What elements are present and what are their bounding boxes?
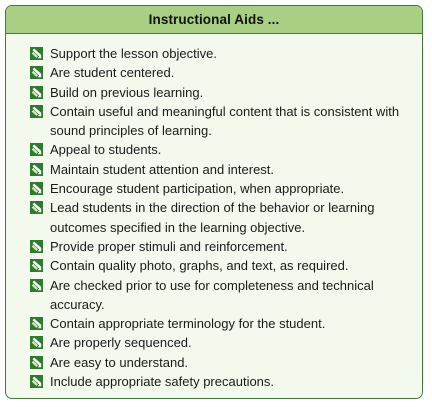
list-item-text: Lead students in the direction of the behavior or learning outcomes specified in the learning objective. (50, 200, 375, 235)
green-arrow-bullet-icon (30, 240, 43, 253)
list-item-text: Are checked prior to use for completeness and technical accuracy. (50, 277, 374, 312)
list-item-text: Encourage student participation, when appropriate. (50, 181, 345, 197)
green-arrow-bullet-icon (30, 279, 43, 292)
list-item-text: Contain appropriate terminology for the student. (50, 316, 326, 332)
green-arrow-bullet-icon (30, 163, 43, 176)
list-item (30, 44, 412, 63)
list-item-text: Are easy to understand. (50, 354, 189, 370)
list-item-text: Are properly sequenced. (50, 335, 192, 351)
green-arrow-bullet-icon (30, 47, 43, 60)
list-item-text: Build on previous learning. (50, 84, 204, 100)
list-item (30, 83, 412, 102)
green-arrow-bullet-icon (30, 66, 43, 79)
list-item-text: Contain useful and meaningful content that is consistent with sound principles of learning. (50, 103, 400, 139)
list-item (30, 372, 412, 391)
list-item (30, 198, 412, 237)
list-item (30, 276, 412, 315)
list-item (30, 63, 412, 82)
list-item (30, 179, 412, 198)
green-arrow-bullet-icon (30, 317, 43, 330)
list-item-text: Are student centered. (50, 65, 175, 81)
green-arrow-bullet-icon (30, 201, 43, 214)
green-arrow-bullet-icon (30, 356, 43, 369)
green-arrow-bullet-icon (30, 143, 43, 156)
instructional-aids-panel (5, 5, 423, 399)
list-item (30, 314, 412, 333)
list-item-text: Contain quality photo, graphs, and text, as required. (50, 258, 349, 274)
list-item (30, 237, 412, 256)
list-item (30, 140, 412, 159)
green-arrow-bullet-icon (30, 336, 43, 349)
green-arrow-bullet-icon (30, 105, 43, 118)
green-arrow-bullet-icon (30, 86, 43, 99)
list-item (30, 102, 412, 141)
green-arrow-bullet-icon (30, 259, 43, 272)
green-arrow-bullet-icon (30, 375, 43, 388)
list-item (30, 333, 412, 352)
green-arrow-bullet-icon (30, 182, 43, 195)
list-item (30, 256, 412, 275)
list-item-text: Appeal to students. (50, 142, 162, 158)
list-item (30, 160, 412, 179)
list-item-text: Support the lesson objective. (50, 46, 217, 61)
list-item-text: Maintain student attention and interest. (50, 161, 275, 177)
list-item (30, 353, 412, 372)
panel-title: Instructional Aids ... (6, 6, 422, 34)
list-item-text: Include appropriate safety precautions. (50, 374, 275, 390)
aids-list (6, 34, 422, 391)
list-item-text: Provide proper stimuli and reinforcement. (50, 238, 288, 254)
